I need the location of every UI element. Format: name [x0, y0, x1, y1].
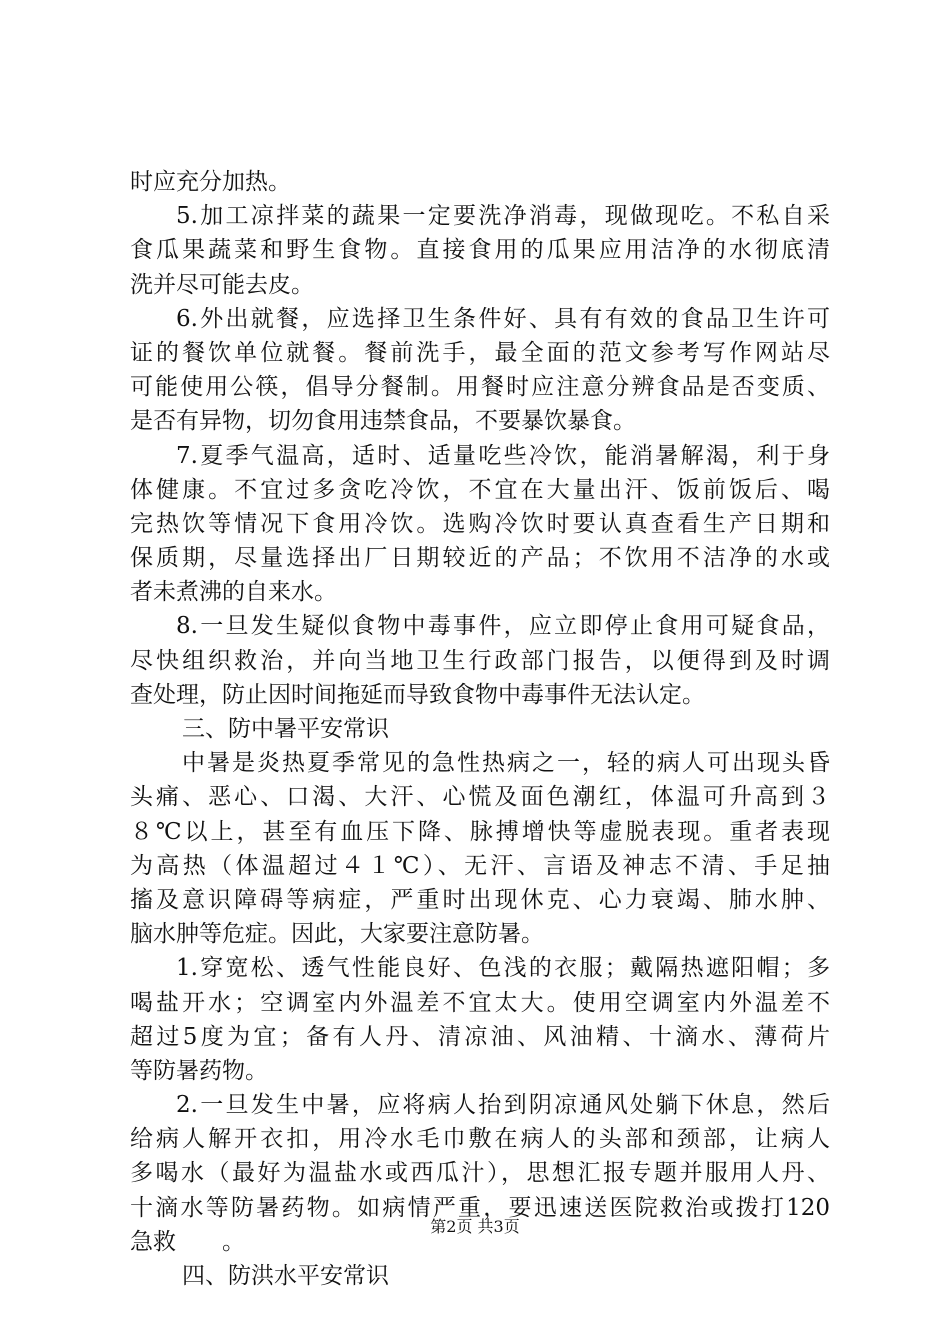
text-line: 时应充分加热。: [130, 169, 291, 195]
text-line: 搐及意识障碍等病症，严重时出现休克、心力衰竭、肺水肿、: [130, 886, 830, 913]
text-line: 者未煮沸的自来水。: [130, 579, 337, 606]
text-line: 洗并尽可能去皮。: [130, 271, 314, 298]
section-heading: 三、防中暑平安常识: [182, 716, 389, 742]
text-line: 体健康。不宜过多贪吃冷饮，不宜在大量出汗、饭前饭后、喝: [130, 476, 830, 503]
text-line: 急救 。: [130, 1228, 245, 1255]
text-line: 食瓜果蔬菜和野生食物。直接食用的瓜果应用洁净的水彻底清: [130, 237, 830, 264]
text-line: 查处理，防止因时间拖延而导致食物中毒事件无法认定。: [130, 681, 705, 708]
text-line: 5.加工凉拌菜的蔬果一定要洗净消毒，现做现吃。不私自采: [176, 203, 830, 230]
text-line: 多喝水（最好为温盐水或西瓜汁），思想汇报专题并服用人丹、: [130, 1160, 830, 1187]
text-line: 是否有异物，切勿食用违禁食品，不要暴饮暴食。: [130, 408, 636, 435]
text-line: 可能使用公筷，倡导分餐制。用餐时应注意分辨食品是否变质、: [130, 374, 830, 401]
text-line: 2.一旦发生中暑，应将病人抬到阴凉通风处躺下休息，然后: [176, 1092, 830, 1119]
text-line: 8.一旦发生疑似食物中毒事件，应立即停止食用可疑食品，: [176, 613, 830, 640]
text-line: 7.夏季气温高，适时、适量吃些冷饮，能消暑解渴，利于身: [176, 442, 830, 469]
text-line: 脑水肿等危症。因此，大家要注意防暑。: [130, 921, 544, 948]
text-line: 等防暑药物。: [130, 1057, 268, 1084]
text-line: 1.穿宽松、透气性能良好、色浅的衣服；戴隔热遮阳帽；多: [176, 955, 830, 982]
text-line: 为高热（体温超过４１℃）、无汗、言语及神志不清、手足抽: [130, 852, 830, 879]
text-line: 尽快组织救治，并向当地卫生行政部门报告，以便得到及时调: [130, 647, 830, 674]
text-line: 保质期，尽量选择出厂日期较近的产品；不饮用不洁净的水或: [130, 545, 830, 572]
text-line: 十滴水等防暑药物。如病情严重，要迅速送医院救治或拨打120: [130, 1194, 830, 1221]
text-line: 喝盐开水；空调室内外温差不宜太大。使用空调室内外温差不: [130, 989, 830, 1016]
text-line: 头痛、恶心、口渴、大汗、心慌及面色潮红，体温可升高到３: [130, 784, 830, 811]
text-line: 中暑是炎热夏季常见的急性热病之一，轻的病人可出现头昏: [182, 750, 830, 777]
text-line: 给病人解开衣扣，用冷水毛巾敷在病人的头部和颈部，让病人: [130, 1126, 830, 1153]
text-line: 证的餐饮单位就餐。餐前洗手，最全面的范文参考写作网站尽: [130, 339, 830, 366]
text-line: 6.外出就餐，应选择卫生条件好、具有有效的食品卫生许可: [176, 305, 830, 332]
page-number-footer: 第2页 共3页: [430, 1217, 520, 1236]
document-body: [130, 165, 830, 1293]
text-line: 超过5度为宜；备有人丹、清凉油、风油精、十滴水、薄荷片: [130, 1023, 830, 1050]
text-line: ８℃以上，甚至有血压下降、脉搏增快等虚脱表现。重者表现: [130, 818, 830, 845]
text-line: 完热饮等情况下食用冷饮。选购冷饮时要认真查看生产日期和: [130, 510, 830, 537]
section-heading: 四、防洪水平安常识: [182, 1263, 389, 1289]
